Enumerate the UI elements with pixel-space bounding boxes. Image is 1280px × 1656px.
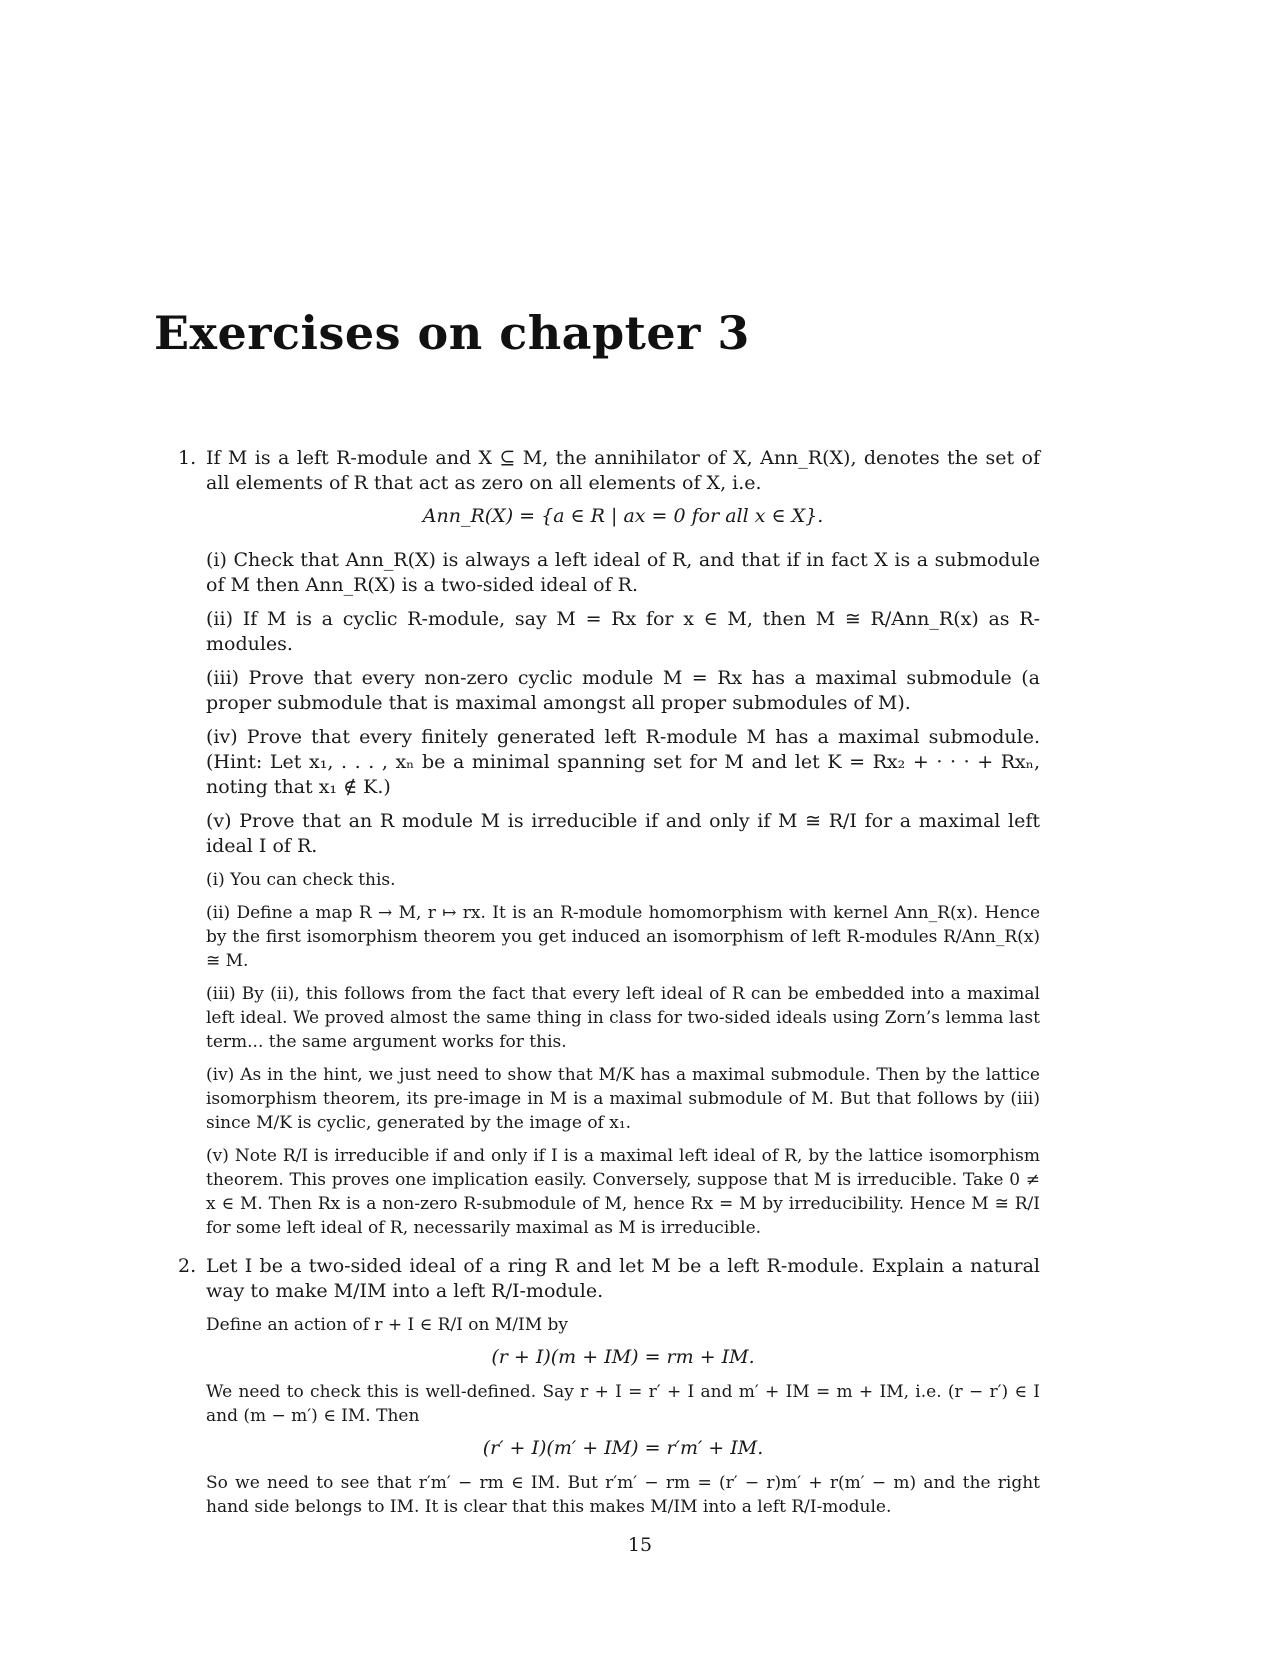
solution-part: (ii) Define a map R → M, r ↦ rx. It is an R-module homomorphism with kernel Ann_R(x). Hence by the first isomorphism theorem you get induced an isomorphism of left R-modules R/Ann_R(x) ≅ M. <box>206 903 1040 971</box>
display-equation: (r + I)(m + IM) = rm + IM. <box>491 1346 755 1368</box>
solution-text: We need to check this is well-defined. Say r + I = r′ + I and m′ + IM = m + IM, i.e. (r − r′) ∈ I and (m − m′) ∈ IM. Then <box>206 1382 1040 1426</box>
exercise-statement: Let I be a two-sided ideal of a ring R and let M be a left R-module. Explain a natural way to make M/IM into a left R/I-module. <box>206 1255 1040 1302</box>
exercise-statement: If M is a left R-module and X ⊆ M, the annihilator of X, Ann_R(X), denotes the set of all elements of R that act as zero on all elements of X, i.e. <box>206 447 1040 494</box>
exercise-2 <box>178 1254 1040 1519</box>
solution-part: (iv) As in the hint, we just need to show that M/K has a maximal submodule. Then by the lattice isomorphism theorem, its pre-image in M is a maximal submodule of M. But that follows by (iii) since M/K is cyclic, generated by the image of x₁. <box>206 1065 1040 1133</box>
display-equation: Ann_R(X) = {a ∈ R | ax = 0 for all x ∈ X}. <box>422 505 824 527</box>
solution-part: (v) Note R/I is irreducible if and only if I is a maximal left ideal of R, by the lattice isomorphism theorem. This proves one implication easily. Conversely, suppose that M is irreducible. Take 0 ≠ x ∈ M. Then Rx is a non-zero R-submodule of M, hence Rx = M by irreducibility. Hence M ≅ R/I for some left ideal of R, necessarily maximal as M is irreducible. <box>206 1146 1040 1238</box>
solution-text: Define an action of r + I ∈ R/I on M/IM by <box>206 1315 569 1335</box>
exercise-part: (i) Check that Ann_R(X) is always a left ideal of R, and that if in fact X is a submodule of M then Ann_R(X) is a two-sided ideal of R. <box>206 549 1040 596</box>
exercise-part: (v) Prove that an R module M is irreducible if and only if M ≅ R/I for a maximal left ideal I of R. <box>206 810 1040 857</box>
solution-part: (iii) By (ii), this follows from the fact that every left ideal of R can be embedded into a maximal left ideal. We proved almost the same thing in class for two-sided ideals using Zorn’s lemma last term... the same argument works for this. <box>206 984 1040 1052</box>
exercise-1 <box>178 446 1040 1240</box>
solution-part: (i) You can check this. <box>206 870 396 890</box>
chapter-title: Exercises on chapter 3 <box>154 306 750 360</box>
solution-text: So we need to see that r′m′ − rm ∈ IM. But r′m′ − rm = (r′ − r)m′ + r(m′ − m) and the right hand side belongs to IM. It is clear that this makes M/IM into a left R/I-module. <box>206 1473 1040 1517</box>
page-number: 15 <box>627 1534 653 1556</box>
exercise-part: (ii) If M is a cyclic R-module, say M = Rx for x ∈ M, then M ≅ R/Ann_R(x) as R-modules. <box>206 608 1040 655</box>
exercise-number: 1. <box>178 447 197 469</box>
exercise-part: (iv) Prove that every finitely generated left R-module M has a maximal submodule. (Hint: Let x₁, . . . , xₙ be a minimal spanning set for M and let K = Rx₂ + · · · + Rxₙ, noting that x₁ ∉ K.) <box>206 726 1040 798</box>
display-equation: (r′ + I)(m′ + IM) = r′m′ + IM. <box>482 1437 764 1459</box>
exercise-number: 2. <box>178 1255 197 1277</box>
exercise-part: (iii) Prove that every non-zero cyclic module M = Rx has a maximal submodule (a proper submodule that is maximal amongst all proper submodules of M). <box>206 667 1040 714</box>
exercise-list <box>178 446 1040 1519</box>
